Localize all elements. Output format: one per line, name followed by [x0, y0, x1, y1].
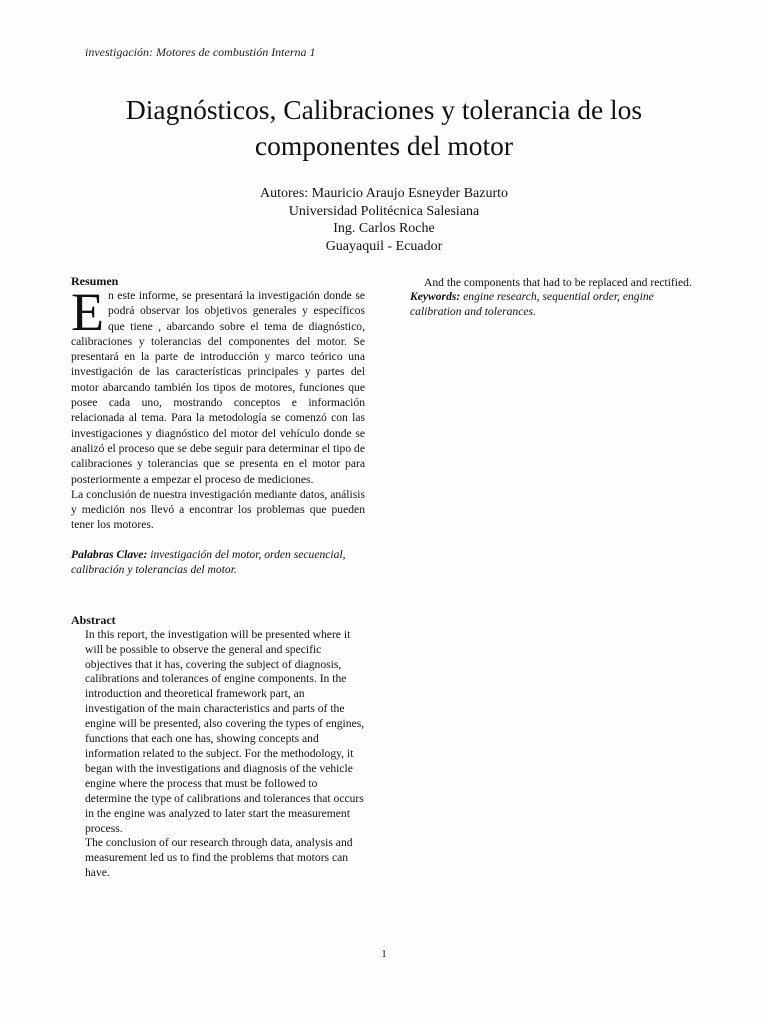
keywords — [410, 290, 704, 320]
abstract-paragraph-1: In this report, the investigation will be presented where it will be possible to observe the general and specific objectives that it has, covering the subject of diagnosis, calibrations and tolerances of engine components. In the introduction and theoretical framework part, an investigation of the main characteristics and parts of the engine will be presented, also covering the types of engines, functions that each one has, showing concepts and information related to the subject. For the methodology, it began with the investigations and diagnosis of the vehicle engine where the process that must be followed to determine the type of calibrations and tolerances that occurs in the engine was analyzed to later start the measurement process. — [85, 627, 365, 835]
author-block — [134, 185, 634, 255]
title-line-2: componentes del motor — [254, 130, 514, 161]
page-number: 1 — [381, 948, 387, 960]
resumen-paragraph-1-text: n este informe, se presentará la investigación donde se podrá observar los objetivos generales y específicos que tiene , abarcando sobre el tema de diagnóstico, calibraciones y tolerancias del componentes del motor. Se presentará en la parte de introducción y marco teórico una investigación de las características principales y partes del motor abarcando también los tipos de motores, funciones que posee cada uno, mostrando conceptos e información relacionada al tema. Para la metodología se comenzó con las investigaciones y diagnóstico del motor del vehículo donde se analizó el proceso que se debe seguir para determinar el tipo de calibraciones y tolerancias que se presenta en el motor para posteriormente a empezar el proceso de mediciones. — [71, 289, 365, 486]
title-line-1: Diagnósticos, Calibraciones y tolerancia de los — [125, 94, 643, 125]
authors-line: Autores: Mauricio Araujo Esneyder Bazurto — [259, 186, 509, 201]
resumen-body — [71, 282, 365, 533]
right-column — [410, 275, 704, 320]
drop-cap: E — [71, 282, 104, 342]
resumen-paragraph-1 — [71, 282, 365, 487]
running-header: investigación: Motores de combustión Interna 1 — [85, 45, 316, 59]
abstract-body — [71, 628, 365, 881]
palabras-clave-label: Palabras Clave: — [71, 547, 148, 561]
left-column — [71, 275, 365, 881]
palabras-clave-text: investigación del motor, orden secuencial, calibración y tolerancias del motor. — [71, 547, 346, 576]
location-line: Guayaquil - Ecuador — [325, 238, 443, 254]
abstract-heading: Abstract — [71, 612, 116, 627]
resumen-paragraph-2: La conclusión de nuestra investigación mediante datos, análisis y medición nos llevó a encontrar los problemas que pueden tener los motores. — [71, 487, 365, 532]
paper-title — [60, 92, 708, 164]
abstract-paragraph-2: The conclusion of our research through data, analysis and measurement led us to find the problems that motors can have. — [85, 836, 353, 880]
keywords-text: engine research, sequential order, engine calibration and tolerances. — [410, 290, 654, 318]
university-line: Universidad Politécnica Salesiana — [288, 203, 480, 219]
advisor-line: Ing. Carlos Roche — [333, 221, 435, 236]
keywords-label: Keywords: — [410, 290, 461, 303]
resumen-heading: Resumen — [71, 274, 119, 288]
abstract-continuation: And the components that had to be replaced and rectified. — [424, 276, 692, 289]
palabras-clave — [71, 547, 365, 577]
